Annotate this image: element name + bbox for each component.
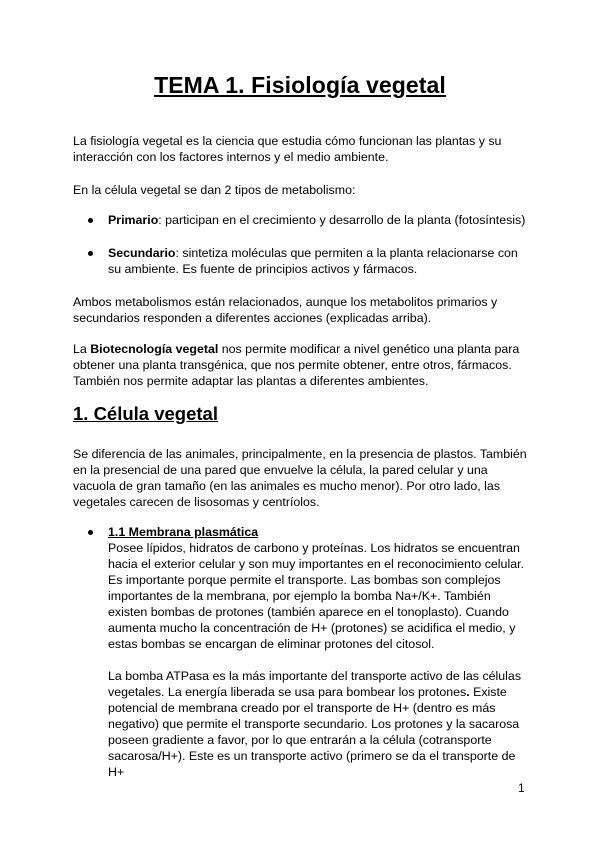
subsection-paragraph-2 [108, 668, 533, 780]
bullet-text [108, 245, 533, 277]
biotech-paragraph [73, 341, 533, 389]
bullet-text [108, 212, 533, 228]
biotech-text: nos permite modificar a nivel genético una planta para obtener una planta transgénica, que nos permite obtener, entre otros, fármacos. También nos permite adaptar las plantas a diferentes ambientes. [73, 342, 520, 388]
paragraph-2-end: Existe potencial de membrana creado por el transporte de H+ (dentro es más negativo) que permite el transporte secundario. Los protones y la sacarosa poseen gradiente a favor, por lo que entrarán a la célula (cotransporte sacarosa/H+). Este es un transporte activo (primero se da el transporte de H+ [108, 685, 520, 779]
bullet-dot-icon [88, 218, 93, 223]
biotech-prefix: La [73, 342, 91, 356]
bullet-dot-icon [88, 530, 93, 535]
subsection-paragraph-1: Posee lípidos, hidratos de carbono y proteínas. Los hidratos se encuentran hacia el exterior celular y son muy importantes en el reconocimiento celular. Es importante porque permite el transporte. Las bombas son complejos importantes de la membrana, por ejemplo la bomba Na+/K+. También existen bombas de protones (también aparece en el tonoplasto). Cuando aumenta mucho la concentración de H+ (protones) se acidifica el medio, y estas bombas se encargan de eliminar protones del citosol. [108, 541, 524, 651]
paragraph-2-dot: . [466, 685, 470, 699]
section-heading: 1. Célula vegetal [73, 403, 218, 424]
bullet-term: Primario [108, 213, 159, 227]
subsection-content [108, 524, 533, 780]
bullet-desc: : participan en el crecimiento y desarrollo de la planta (fotosíntesis) [158, 213, 526, 227]
biotech-term: Biotecnología vegetal [90, 342, 219, 356]
bullet-term: Secundario [108, 246, 176, 260]
page-title: TEMA 1. Fisiología vegetal [154, 72, 446, 98]
bullet-desc: : sintetiza moléculas que permiten a la planta relacionarse con su ambiente. Es fuente de principios activos y fármacos. [108, 246, 518, 276]
page-number: 1 [518, 781, 525, 795]
section-paragraph: Se diferencia de las animales, principalmente, en la presencia de plastos. También en la presencial de una pared que envuelve la célula, la pared celular y una vacuola de gran tamaño (en las animales es mucho menor). Por otro lado, las vegetales carecen de lisosomas y centríolos. [73, 447, 527, 509]
paragraph-2-start: La bomba ATPasa es la más importante del transporte activo de las células vegetales. La energía liberada se usa para bombear los protones [108, 669, 522, 699]
subsection-title: 1.1 Membrana plasmática [108, 525, 259, 539]
metabolism-intro: En la célula vegetal se dan 2 tipos de metabolismo: [73, 183, 356, 197]
intro-paragraph: La fisiología vegetal es la ciencia que estudia cómo funcionan las plantas y su interacción con los factores internos y el medio ambiente. [73, 134, 502, 164]
metabolism-relation-paragraph: Ambos metabolismos están relacionados, aunque los metabolitos primarios y secundarios responden a diferentes acciones (explicadas arriba). [73, 295, 498, 325]
bullet-dot-icon [88, 251, 93, 256]
